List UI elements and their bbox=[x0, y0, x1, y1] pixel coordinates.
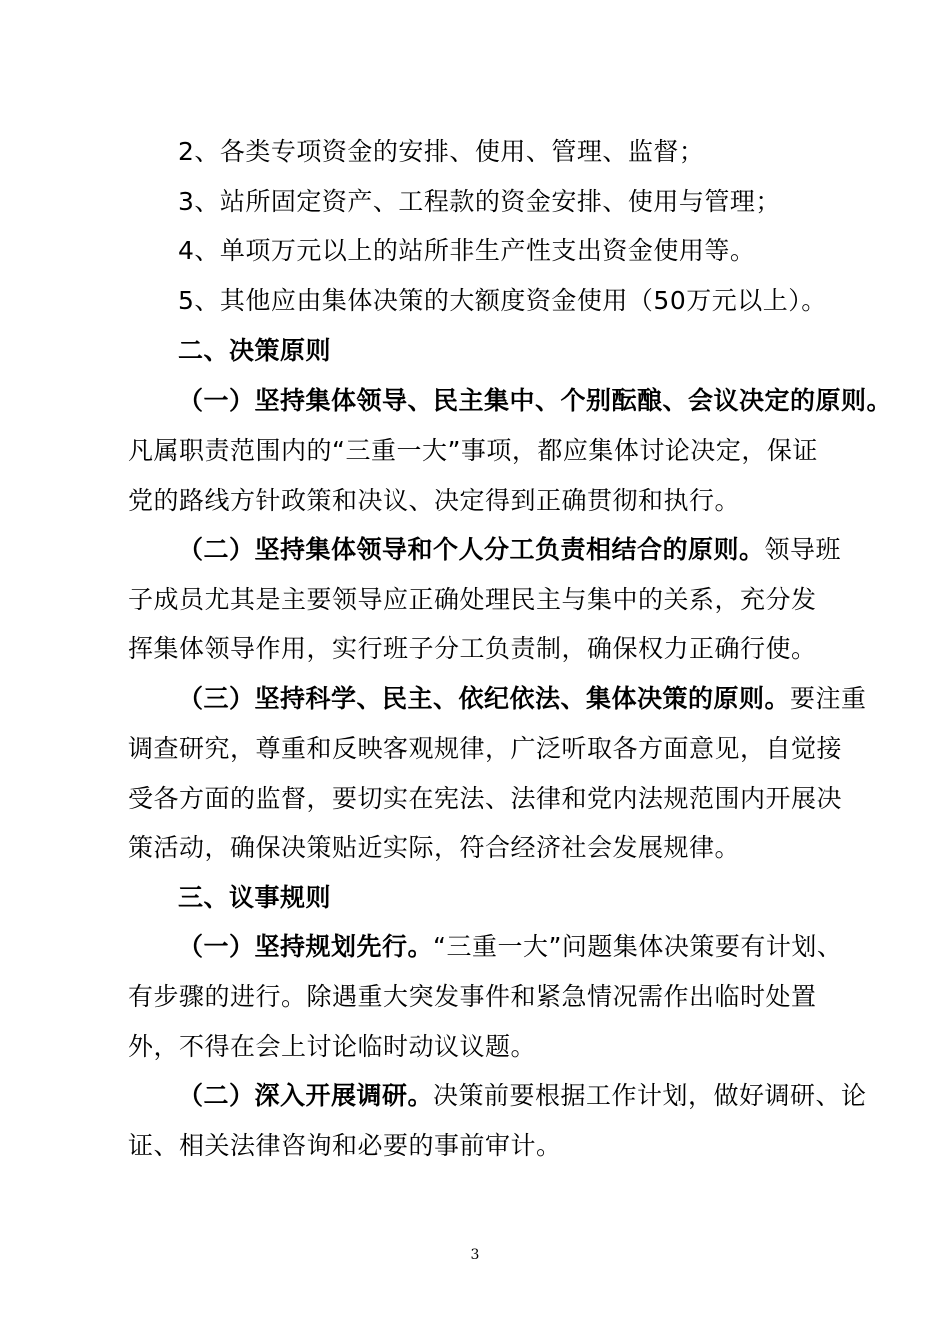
rule-2-line-1: 证、相关法律咨询和必要的事前审计。 bbox=[128, 1131, 562, 1160]
principle-3-line-3: 策活动，确保决策贴近实际，符合经济社会发展规律。 bbox=[128, 833, 741, 862]
page-number: 3 bbox=[470, 1247, 480, 1263]
principle-3-line-1: 调查研究，尊重和反映客观规律，广泛听取各方面意见，自觉接 bbox=[128, 734, 843, 763]
rule-2-lead-tail: 决策前要根据工作计划，做好调研、论 bbox=[433, 1081, 867, 1110]
principle-2-lead-tail: 领导班 bbox=[764, 535, 842, 564]
section-heading-rules: 三、议事规则 bbox=[178, 883, 332, 912]
rule-2-first-line bbox=[178, 1081, 867, 1111]
principle-3-lead: （三）坚持科学、民主、依纪依法、集体决策的原则。 bbox=[178, 684, 791, 713]
rule-1-line-2: 外，不得在会上讨论临时动议议题。 bbox=[128, 1032, 537, 1061]
principle-2-line-1: 子成员尤其是主要领导应正确处理民主与集中的关系，充分发 bbox=[128, 585, 817, 614]
principle-1-line-1: 凡属职责范围内的“三重一大”事项，都应集体讨论决定，保证 bbox=[128, 436, 818, 465]
rule-1-line-1: 有步骤的进行。除遇重大突发事件和紧急情况需作出临时处置 bbox=[128, 982, 817, 1011]
list-item-3: 3、站所固定资产、工程款的资金安排、使用与管理； bbox=[178, 187, 781, 216]
principle-2-lead: （二）坚持集体领导和个人分工负责相结合的原则。 bbox=[178, 535, 765, 564]
rule-1-lead-tail: “三重一大”问题集体决策要有计划、 bbox=[433, 932, 843, 961]
rule-1-lead: （一）坚持规划先行。 bbox=[178, 932, 434, 961]
principle-2-first-line bbox=[178, 535, 841, 565]
principle-1-line-2: 党的路线方针政策和决议、决定得到正确贯彻和执行。 bbox=[128, 486, 741, 515]
principle-3-first-line bbox=[178, 684, 867, 714]
rule-2-lead: （二）深入开展调研。 bbox=[178, 1081, 434, 1110]
list-item-4: 4、单项万元以上的站所非生产性支出资金使用等。 bbox=[178, 236, 756, 265]
principle-2-line-2: 挥集体领导作用，实行班子分工负责制，确保权力正确行使。 bbox=[128, 634, 817, 663]
list-item-5: 5、其他应由集体决策的大额度资金使用（50万元以上）。 bbox=[178, 286, 827, 315]
section-heading-decision-principles: 二、决策原则 bbox=[178, 336, 332, 365]
list-item-2: 2、各类专项资金的安排、使用、管理、监督； bbox=[178, 137, 705, 166]
principle-1-lead: （一）坚持集体领导、民主集中、个别酝酿、会议决定的原则。 bbox=[178, 386, 893, 415]
rule-1-first-line bbox=[178, 932, 842, 962]
principle-3-lead-tail: 要注重 bbox=[790, 684, 867, 713]
principle-3-line-2: 受各方面的监督，要切实在宪法、法律和党内法规范围内开展决 bbox=[128, 784, 843, 813]
